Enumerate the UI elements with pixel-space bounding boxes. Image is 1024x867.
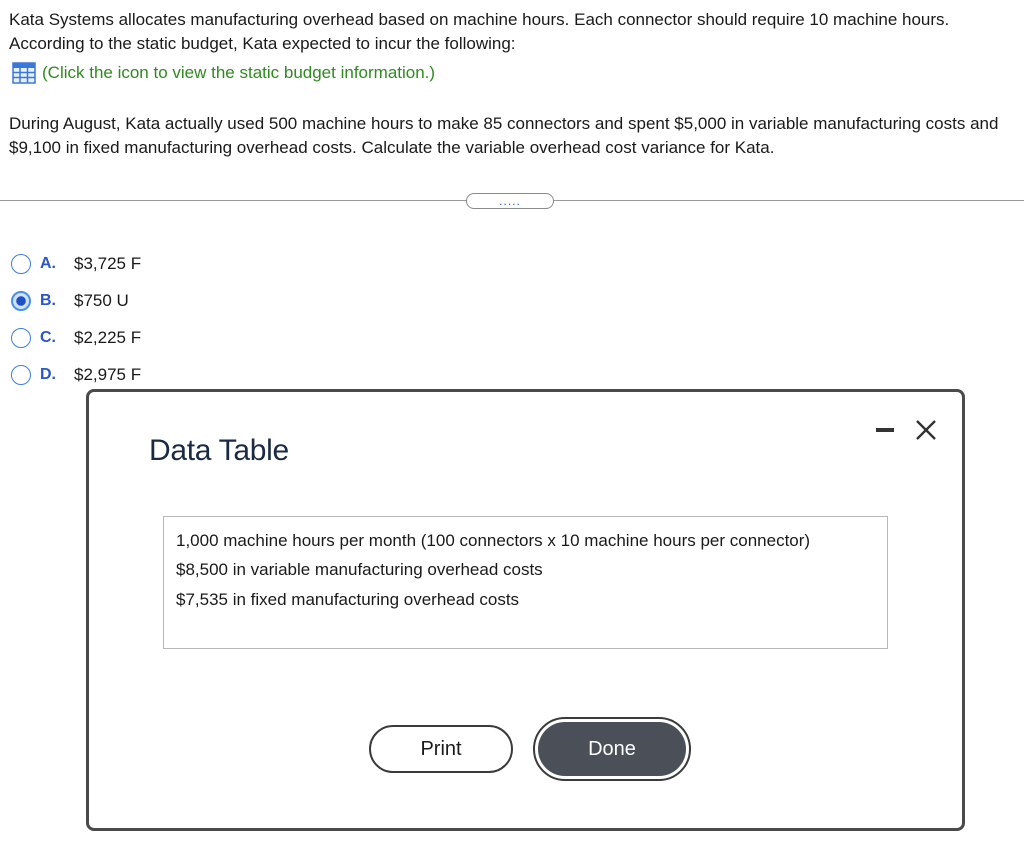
option-letter: D. [40,366,56,383]
radio-d[interactable] [11,365,31,385]
option-letter: B. [40,292,56,309]
data-table-dialog [86,389,965,831]
dialog-title: Data Table [149,434,289,467]
data-row: $7,535 in fixed manufacturing overhead costs [176,590,520,609]
option-text: $2,975 F [74,365,142,384]
question-intro: Kata Systems allocates manufacturing overhead based on machine hours. Each connector should require 10 machine hours. According to the static budget, Kata expected to incur the following: [9,10,950,53]
option-d[interactable] [11,363,141,387]
print-button[interactable]: Print [369,725,513,773]
option-a[interactable] [11,252,141,276]
data-row: 1,000 machine hours per month (100 connectors x 10 machine hours per connector) [176,531,811,550]
radio-b[interactable] [11,291,31,311]
table-icon[interactable] [12,62,36,84]
option-c[interactable] [11,326,141,350]
minimize-button[interactable] [874,419,896,441]
option-letter: A. [40,255,56,272]
dialog-controls [874,418,938,442]
static-budget-link[interactable] [12,61,435,85]
close-icon[interactable] [914,418,938,442]
answer-options [11,252,141,400]
question-paragraph: During August, Kata actually used 500 machine hours to make 85 connectors and spent $5,000 in variable manufacturing costs and $9,100 in fixed manufacturing overhead costs. Calculate the variable overhead cost variance for Kata. [9,114,999,157]
expand-toggle-button[interactable]: ..... [466,193,554,209]
option-text: $2,225 F [74,328,142,347]
done-button-focus-ring [533,717,691,781]
radio-c[interactable] [11,328,31,348]
option-text: $3,725 F [74,254,142,273]
data-table [163,516,888,649]
option-text: $750 U [74,291,129,310]
static-budget-link-text[interactable]: (Click the icon to view the static budget information.) [42,63,436,82]
done-button[interactable]: Done [538,722,686,776]
data-row: $8,500 in variable manufacturing overhead costs [176,560,543,579]
radio-a[interactable] [11,254,31,274]
option-letter: C. [40,329,56,346]
option-b[interactable] [11,289,141,313]
minimize-icon [876,428,894,432]
